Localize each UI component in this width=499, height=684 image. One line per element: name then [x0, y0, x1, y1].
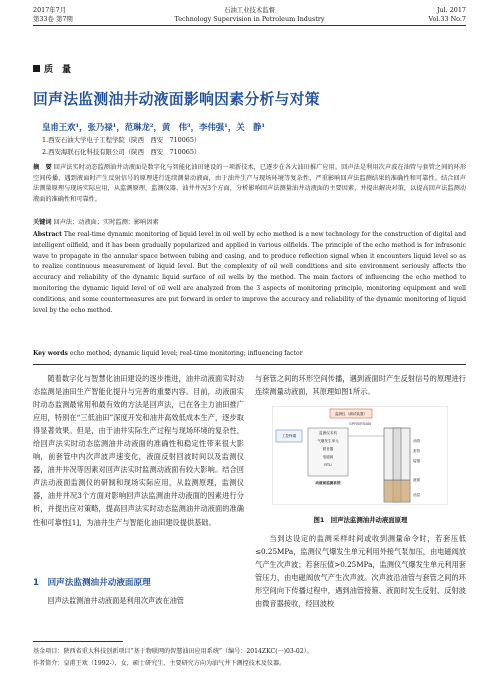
keywords-en-label: Key words	[33, 350, 68, 357]
journal-name-cn: 石油工业技术监督	[223, 6, 276, 14]
figure-label-microphone: 微音器	[322, 447, 334, 451]
figure-label-valve: 电磁阀	[322, 455, 334, 459]
header-right	[428, 6, 466, 24]
body-column-left	[33, 372, 244, 529]
header-volume-en: Vol.33 No.7	[428, 15, 466, 23]
affiliation-1: 1.西安石油大学电子工程学院（陕西 西安 710065）	[42, 136, 201, 144]
header-date: 2017年7月	[33, 6, 67, 14]
intro-paragraph: 随着数字化与智慧化油田建设的逐步推进，油井动液面实时动态监测是油田生产智能化提升与完善的重要内容。目前，动液面实时动态监测最常用和最有效的方法是回声法，已在各主力油田推广应用，特别在“三低油田”深度开发和油井高效低成本生产，逐步取得显著效果。但是，由于油井实际生产过程与现场环境的复杂性，给回声法实时动态监测油井动液面的准确性和稳定性带来很大影响，前套管中内次声波声速变化，液面反射回波时间以及监测仪器，油井井况等因素对回声法实时监测动液面有较大影响。结合回声法动液面监测仪的研制和现场实际应用，从监测原理，监测仪器，油井井况3个方面对影响回声法监测油井动液面的因素进行分析，并提出应对策略，提高回声法实时动态监测油井动液面的准确性和可靠性[1]，为油井生产与智能化油田建设提供基础。	[33, 374, 244, 527]
figure-label-coupling: 接箍	[413, 459, 421, 463]
body-column-right-bottom: 当到达设定的监测采样时间或收到测量命令时，若套压低≤0.25MPa，监测仪气爆发生单元利用外接气泵加压，由电磁阀放气产生次声波；若套压值>0.25MPa，监测仪气爆发生单元利用套管压力，由电磁阀放气产生次声波。次声波沿油管与套管之间的环形空间向下传播过程中，遇到油管接箍、液面时发生反射，反射波由微音器接收，经回波校	[255, 534, 466, 609]
figure-label-gprs: GPRS/RS485	[349, 422, 372, 426]
footnote-fund: 基金项目：陕西省重大科技创新项目“基于物联网的智慧油田应用系统”（编号：2014ZKC(一)03-02）。	[33, 648, 313, 655]
footnote-author: 作者简介：皇甫王欢（1992-），女，硕士研究生，主要研究方向为油气井下测控技术及仪器。	[33, 660, 286, 667]
keywords-cn-text: 回声法；动液面；实时监测；影响因素	[53, 219, 159, 226]
header-date-en: Jul. 2017	[436, 6, 466, 14]
keywords-en	[33, 350, 466, 357]
header-rule	[33, 25, 466, 26]
figure-label-casing: 套管	[413, 449, 421, 453]
abstract-cn-label: 摘 要	[33, 164, 52, 171]
footnote-rule	[33, 641, 123, 642]
figure-label-device: 监测仪本机	[319, 431, 337, 435]
author-list: 皇甫王欢¹，张乃禄¹，范琳龙²，黄 伟³，李伟强¹，关 静¹	[42, 122, 266, 132]
figure-device-box	[308, 428, 348, 476]
figure-label-system: 动液面监测系统	[315, 481, 341, 485]
figure-label-terminal: 工控终端	[281, 434, 297, 438]
figure-1-diagram	[272, 406, 448, 505]
section-1-heading: 1 回声法监测油井动液面原理	[33, 578, 151, 588]
body-column-right-top: 与套管之间的环形空间传播，遇到液面时产生反射信号的原理进行连续测量动液面，其原理如图1所示。	[255, 374, 466, 397]
header-volume: 第33卷 第7期	[33, 15, 73, 23]
abstract-en	[33, 230, 466, 316]
running-header	[33, 6, 466, 34]
figure-liquid	[384, 480, 409, 502]
figure-label-tubing: 油管	[413, 439, 421, 443]
abstract-cn-text: 回声法实时动态监测油井动液面是数字化与智能化油田建设的一项新技术，已逐步在各大油田推广应用。回声法是利用次声波在油管与套管之间的环形空间传播，遇到液面时产生反射信号的原理进行连续测量动液面，由于油井生产与现场环境等复杂性，严重影响回声法监测结果的准确性和可靠性。结合回声法测量原理与现场实际应用，从监测原理、监测仪器、油井井况3个方面，分析影响回声法测量油井动液面的主要因素，并提出解决对策，以提高回声法监测动液面的准确性和可靠性。	[33, 164, 467, 203]
header-center	[33, 6, 466, 24]
section-label-text: 质 量	[44, 65, 72, 75]
figure-label-monitor: 监测仪（测试装置）	[334, 411, 368, 416]
section-label	[33, 62, 71, 75]
keywords-en-text: echo method; dynamic liquid level; real-time monitoring; influencing factor	[69, 350, 303, 357]
square-bullet-icon	[33, 65, 40, 72]
figure-label-gas-unit: 气爆发生单元	[317, 439, 339, 443]
affiliation-2: 2.西安海联石化科技有限公司（陕西 西安 710065）	[42, 148, 201, 156]
figure-label-liquid-level: 液面	[413, 478, 421, 482]
figure-label-oil-layer: 油层	[413, 493, 421, 497]
body-rule	[33, 364, 466, 365]
paper-title: 回声法监测油井动液面影响因素分析与对策	[33, 91, 320, 108]
section-1-paragraph: 回声法监测油井动液面是利用次声波在油管	[47, 596, 184, 605]
abstract-cn	[33, 163, 466, 205]
figure-label-rtu: RTU	[324, 463, 332, 467]
journal-name-en: Technology Supervision in Petroleum Industry	[174, 15, 325, 23]
abstract-en-label: Abstract	[33, 231, 62, 238]
abstract-en-text: The real-time dynamic monitoring of liquid level in oil well by echo method is a new technology for the construction of digital and intelligent oilfield, and it has been gradually popularized and applied in various oilfields. The principle of the echo method is for infrasonic wave to propagate in the annular space between tubing and casing, and to produce reflection signal when it encounters liquid level so as to realize continuous measurement of liquid level. But the complexity of oil well conditions and site environment seriously affects the accuracy and reliability of the dynamic liquid surface of oil wells by the method. The main factors of influencing the echo method to monitoring the dynamic liquid level of oil well are analyzed from the 3 aspects of monitoring principle, monitoring equipment and well conditions, and some countermeasures are put forward in order to improve the accuracy and reliability of the dynamic monitoring of liquid level by the echo method.	[33, 231, 466, 314]
keywords-cn	[33, 217, 466, 226]
figure-1-caption: 图1 回声法监测油井动液面原理	[313, 516, 408, 524]
keywords-cn-label: 关键词	[33, 219, 52, 226]
